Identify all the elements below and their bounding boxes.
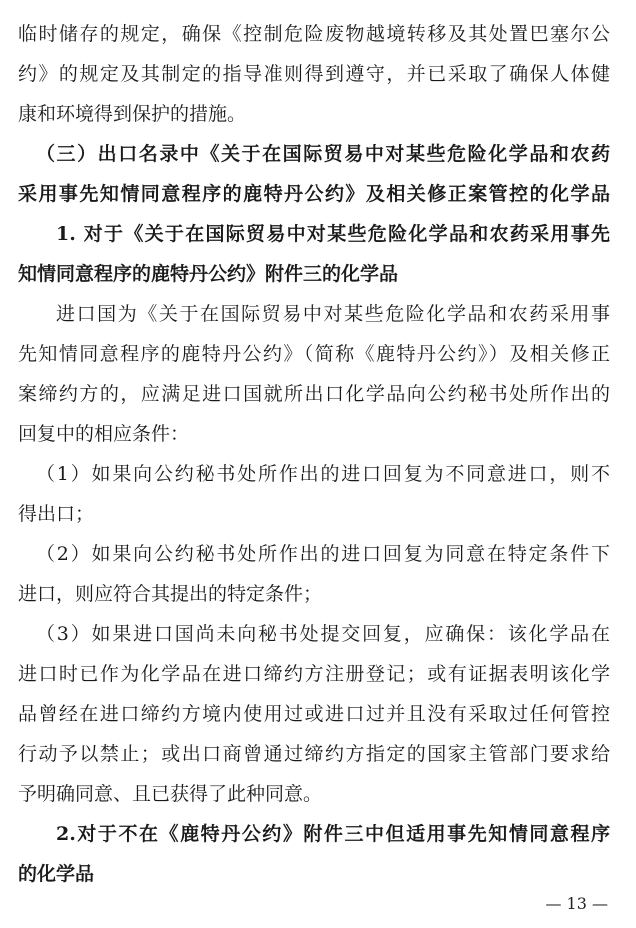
heading-line: （三）出口名录中《关于在国际贸易中对某些危险化学品和农药 bbox=[36, 143, 610, 165]
text-line: 回复中的相应条件： bbox=[18, 423, 190, 445]
text-line: 得出口； bbox=[18, 503, 95, 525]
heading-line: 的化学品 bbox=[18, 863, 95, 885]
text-line: 行动予以禁止；或出口商曾通过缔约方指定的国家主管部门要求给 bbox=[18, 743, 610, 765]
text-line: 进口国为《关于在国际贸易中对某些危险化学品和农药采用事 bbox=[56, 303, 610, 325]
text-line: （1）如果向公约秘书处所作出的进口回复为不同意进口，则不 bbox=[36, 463, 610, 485]
heading-line: 1. 对于《关于在国际贸易中对某些危险化学品和农药采用事先 bbox=[56, 223, 610, 245]
document-page bbox=[18, 14, 610, 894]
text-line: （3）如果进口国尚未向秘书处提交回复，应确保：该化学品在 bbox=[36, 623, 610, 645]
text-line: 康和环境得到保护的措施。 bbox=[18, 103, 247, 125]
text-line: 约》的规定及其制定的指导准则得到遵守，并已采取了确保人体健 bbox=[18, 63, 610, 85]
text-line: 先知情同意程序的鹿特丹公约》（简称《鹿特丹公约》）及相关修正 bbox=[18, 343, 610, 365]
text-line: （2）如果向公约秘书处所作出的进口回复为同意在特定条件下 bbox=[36, 543, 610, 565]
text-line: 进口时已作为化学品在进口缔约方注册登记；或有证据表明该化学 bbox=[18, 663, 610, 685]
page-number: — 13 — bbox=[545, 894, 608, 913]
text-line: 予明确同意、且已获得了此种同意。 bbox=[18, 783, 323, 805]
heading-line: 知情同意程序的鹿特丹公约》附件三的化学品 bbox=[18, 263, 399, 285]
text-line: 案缔约方的，应满足进口国就所出口化学品向公约秘书处所作出的 bbox=[18, 383, 610, 405]
heading-line: 2.对于不在《鹿特丹公约》附件三中但适用事先知情同意程序 bbox=[56, 823, 610, 845]
heading-line: 采用事先知情同意程序的鹿特丹公约》及相关修正案管控的化学品 bbox=[18, 183, 610, 205]
document-body bbox=[18, 14, 610, 894]
text-line: 品曾经在进口缔约方境内使用过或进口过并且没有采取过任何管控 bbox=[18, 703, 610, 725]
text-line: 进口，则应符合其提出的特定条件； bbox=[18, 583, 323, 605]
text-line: 临时储存的规定，确保《控制危险废物越境转移及其处置巴塞尔公 bbox=[18, 23, 610, 45]
